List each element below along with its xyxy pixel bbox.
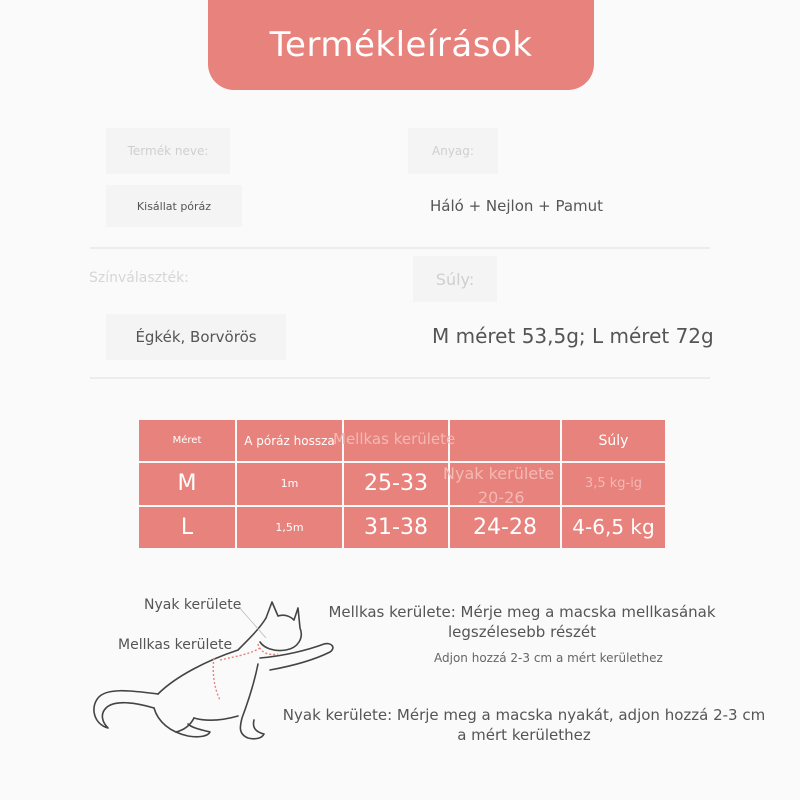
header-weight: Súly: [562, 420, 665, 461]
row-weight: 4-6,5 kg: [562, 507, 665, 548]
neck-value-overlay: 20-26: [478, 488, 525, 507]
product-name-label: Termék neve:: [106, 128, 230, 174]
color-label: Színválaszték:: [89, 270, 189, 286]
header-neck-cell: [450, 420, 560, 461]
header-size: Méret: [139, 420, 235, 461]
header-leash-length: A póráz hossza: [237, 420, 342, 461]
divider: [90, 377, 710, 379]
row-chest: 31-38: [344, 507, 448, 548]
row-chest: 25-33: [344, 463, 448, 504]
row-leash: 1m: [237, 463, 342, 504]
header-neck: Nyak kerülete: [443, 464, 555, 483]
diagram-neck-label: Nyak kerülete: [144, 597, 242, 613]
neck-instruction: Nyak kerülete: Mérje meg a macska nyakát, adjon hozzá 2-3 cm a mért kerülethez: [282, 706, 766, 744]
row-size: M: [139, 463, 235, 504]
header-chest: Mellkas kerülete: [333, 430, 456, 448]
page-title: Termékleírások: [269, 25, 533, 65]
table-row: [139, 507, 665, 548]
table-header-row: [139, 420, 665, 461]
header-chest-cell: [344, 420, 448, 461]
material-label: Anyag:: [408, 128, 498, 174]
page-title-banner: [208, 0, 594, 90]
table-row: [139, 463, 665, 504]
size-table: [137, 418, 667, 550]
add-note: Adjon hozzá 2-3 cm a mért kerülethez: [434, 651, 663, 665]
divider: [90, 247, 710, 249]
diagram-chest-label: Mellkas kerülete: [118, 637, 233, 653]
weight-value: M méret 53,5g; L méret 72g: [432, 324, 714, 348]
material-value: Háló + Nejlon + Pamut: [430, 197, 604, 215]
weight-label: Súly:: [413, 256, 497, 302]
color-value: Égkék, Borvörös: [106, 314, 286, 360]
row-neck: 24-28: [450, 507, 560, 548]
row-size: L: [139, 507, 235, 548]
chest-instruction: Mellkas kerülete: Mérje meg a macska mellkasának legszélesebb részét: [328, 603, 716, 641]
row-weight: 3,5 kg-ig: [562, 463, 665, 504]
row-leash: 1,5m: [237, 507, 342, 548]
product-name-value: Kisállat póráz: [106, 185, 242, 227]
row-neck: [450, 463, 560, 504]
